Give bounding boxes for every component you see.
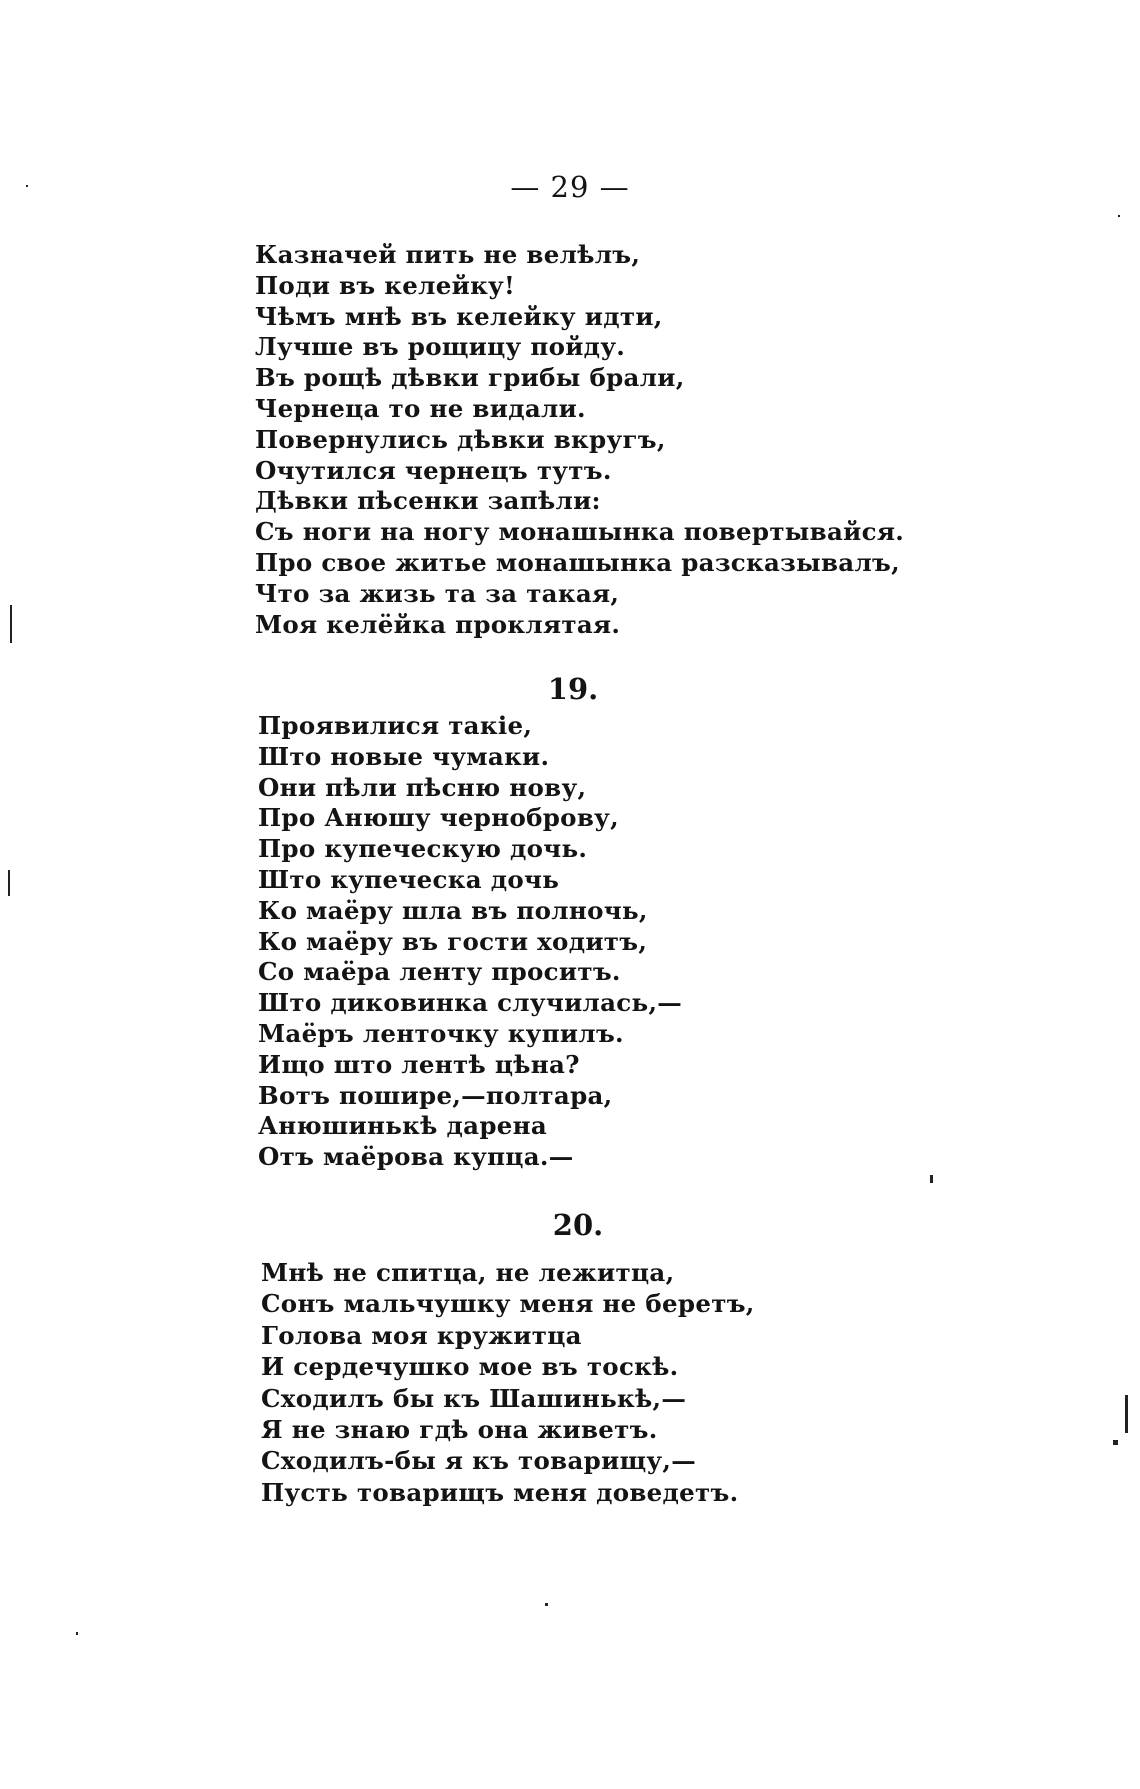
verse-line: Очутился чернецъ тутъ. [255,455,612,485]
scan-mark [930,1175,933,1183]
scan-mark [10,605,12,643]
verse-line: Что за жизь та за такая, [255,578,620,608]
verse-line: Ищо што лентѣ цѣна? [258,1049,580,1079]
verse-line: Мнѣ не спитца, не лежитца, [261,1258,675,1287]
verse-line: Сонъ мальчушку меня не беретъ, [261,1289,755,1319]
song-19-text [258,711,682,1173]
scan-mark [1113,1440,1118,1445]
scan-mark [76,1632,78,1635]
verse-line: Поди въ келейку! [255,270,516,300]
verse-line: Я не знаю гдѣ она живетъ. [261,1415,658,1445]
song-number-19: 19. [547,672,599,706]
verse-line: Со маёра ленту проситъ. [258,957,621,987]
verse-line: Ко маёру въ гости ходитъ, [258,926,648,956]
song-18-text [255,240,904,640]
verse-line: И сердечушко мое въ тоскѣ. [261,1352,679,1382]
verse-line: Маёръ ленточку купилъ. [258,1018,624,1048]
verse-line: Лучше въ рощицу пойду. [255,332,626,362]
verse-line: Проявилися такіе, [258,711,533,740]
song-number-20: 20. [552,1208,604,1242]
verse-line: Про купеческую дочь. [258,834,588,864]
verse-line: Што купеческа дочь [258,864,560,894]
verse-line: Казначей пить не велѣлъ, [255,240,641,269]
verse-line: Сходилъ бы къ Шашинькѣ,— [261,1383,687,1413]
verse-line: Про Анюшу чернoброву, [258,803,619,833]
verse-line: Што новые чумаки. [258,741,550,771]
verse-line: Што диковинка случилась,— [258,988,683,1018]
verse-line: Пусть товарищъ меня доведетъ. [261,1477,739,1507]
verse-line: Дѣвки пѣсенки запѣли: [255,486,601,516]
scan-mark [545,1603,548,1606]
verse-line: Отъ маёрова купца.— [258,1142,574,1172]
page-number: — 29 — [510,170,630,204]
verse-line: Вотъ пошире,—полтара, [258,1080,613,1110]
verse-line: Чернеца то не видали. [255,393,586,423]
verse-line: Голова моя кружитца [261,1320,582,1350]
verse-line: Моя келёйка проклятая. [255,609,621,639]
verse-line: Ко маёру шла въ полночь, [258,895,648,925]
verse-line: Сходилъ-бы я къ товарищу,— [261,1446,697,1476]
scan-mark [1125,1395,1128,1433]
verse-line: Анюшинькѣ дарена [258,1111,548,1141]
scan-mark [1118,215,1120,217]
verse-line: Про свое житье монашынка разсказывалъ, [255,547,900,577]
verse-line: Чѣмъ мнѣ въ келейку идти, [255,301,663,331]
verse-line: Они пѣли пѣсню нову, [258,772,587,802]
scan-mark [8,870,10,896]
verse-line: Съ ноги на ногу монашынка повертывайся. [255,517,905,547]
scan-mark [26,185,28,187]
song-20-text [261,1257,755,1508]
verse-line: Повернулись дѣвки вкругъ, [255,424,666,454]
verse-line: Въ рощѣ дѣвки грибы брали, [255,363,685,393]
